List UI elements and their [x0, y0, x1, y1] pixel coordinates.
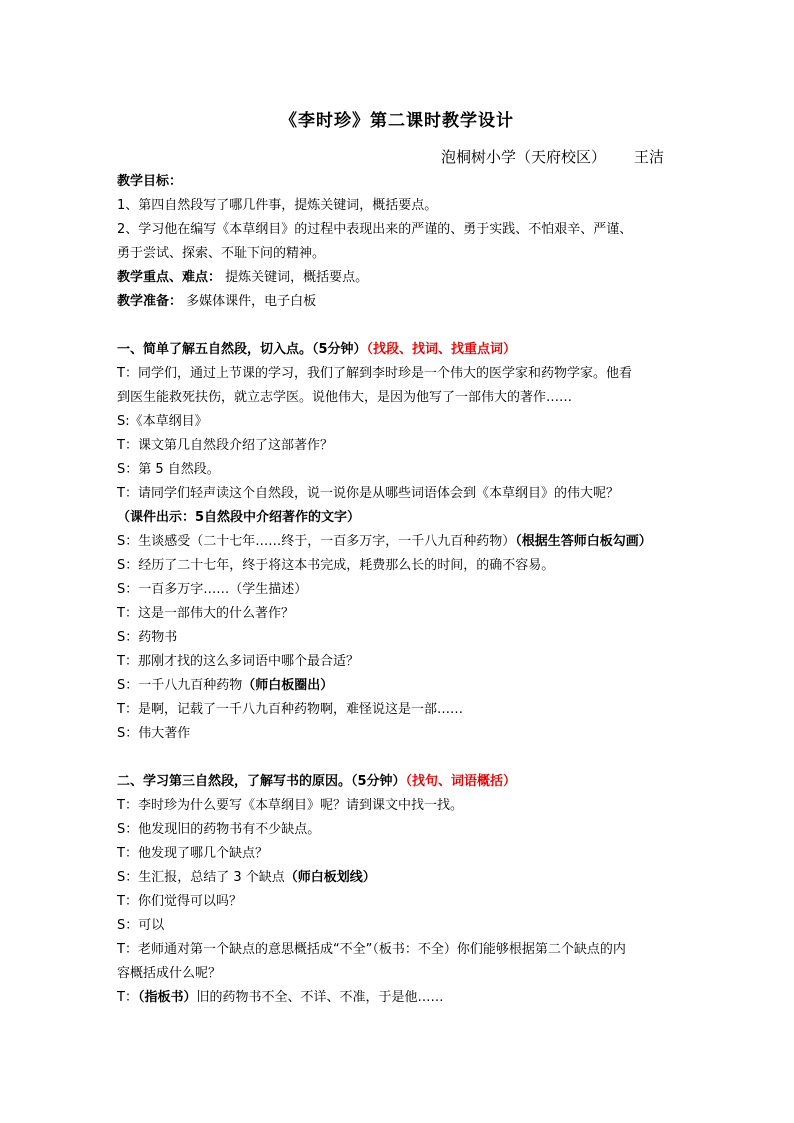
dialogue-line: T：课文第几自然段介绍了这部著作？	[117, 438, 333, 453]
dialogue-line: S：第 5 自然段。	[117, 462, 220, 477]
section-tag: （找段、找词、找重点词）	[366, 342, 517, 357]
teacher-action: （师白板划线）	[284, 870, 376, 885]
dialogue-line: 到医生能救死扶伤，就立志学医。说他伟大，是因为他写了一部伟大的著作……	[117, 390, 573, 405]
section-1-heading	[117, 338, 687, 362]
dialogue-text: S：一千八九百种药物	[117, 678, 243, 693]
dialogue-line: S：可以	[117, 918, 165, 933]
page-title: 《李时珍》第二课时教学设计	[280, 111, 514, 131]
goal-2-line-1: 2、学习他在编写《本草纲目》的过程中表现出来的严谨的、勇于实践、不怕艰辛、严谨、	[117, 222, 633, 237]
dialogue-line: T：请同学们轻声读这个自然段，说一说你是从哪些词语体会到《本草纲目》的伟大呢？	[117, 486, 619, 501]
dialogue-line: T：他发现了哪几个缺点？	[117, 846, 268, 861]
dialogue-line: S：伟大著作	[117, 726, 191, 741]
dialogue-line: T：李时珍为什么要写《本草纲目》呢？请到课文中找一找。	[117, 798, 463, 813]
prep-text: 多媒体课件，电子白板	[186, 294, 317, 309]
dialogue-line: T：老师通对第一个缺点的意思概括成“不全”（板书：不全）你们能够根据第二个缺点的内	[117, 942, 626, 957]
goal-2-line-2: 勇于尝试、探索、不耻下问的精神。	[117, 246, 326, 261]
courseware-note: （课件出示：5自然段中介绍著作的文字）	[117, 510, 361, 525]
dialogue-line: T：同学们，通过上节课的学习，我们了解到李时珍是一个伟大的医学家和药物学家。他看	[117, 366, 632, 381]
dialogue-line: T：那刚才找的这么多词语中哪个最合适？	[117, 654, 359, 669]
dialogue-line: T：这是一部伟大的什么著作？	[117, 606, 294, 621]
teacher-name: 王洁	[633, 148, 664, 166]
dialogue-line: S：药物书	[117, 630, 178, 645]
teacher-action: （根据生答师白板勾画）	[515, 534, 652, 549]
dialogue-line: T：是啊，记载了一千八九百种药物啊，难怪说这是一部……	[117, 702, 463, 717]
dialogue-text: S：生汇报，总结了 3 个缺点	[117, 870, 285, 885]
author-line	[441, 146, 664, 167]
key-points	[117, 266, 687, 290]
preparation	[117, 290, 687, 314]
section-tag: （找句、词语概括）	[405, 774, 517, 789]
dialogue-text: 旧的药物书不全、不详、不准，于是他……	[196, 990, 444, 1005]
dialogue-line	[117, 674, 687, 698]
teacher-action: （指板书）	[137, 990, 197, 1005]
dialogue-line	[117, 530, 687, 554]
prep-label: 教学准备：	[117, 294, 183, 309]
dialogue-text: S：生谈感受（二十七年……终于，一百多万字，一千八九百种药物）	[117, 534, 516, 549]
dialogue-line: S：经历了二十七年，终于将这本书完成，耗费那么长的时间，的确不容易。	[117, 558, 555, 573]
dialogue-line: S：他发现旧的药物书有不少缺点。	[117, 822, 321, 837]
school-name: 泡桐树小学（天府校区）	[440, 148, 606, 166]
dialogue-line: S：一百多万字……（学生描述）	[117, 582, 308, 597]
key-label: 教学重点、难点：	[117, 270, 222, 285]
dialogue-line	[117, 866, 687, 890]
goals-label: 教学目标：	[117, 174, 183, 189]
section-heading: 一、简单了解五自然段，切入点。（5分钟）	[117, 342, 367, 357]
key-text: 提炼关键词，概括要点。	[225, 270, 369, 285]
dialogue-line: S:《本草纲目》	[117, 414, 208, 429]
goal-1: 1、第四自然段写了哪几件事，提炼关键词，概括要点。	[117, 198, 438, 213]
dialogue-line	[117, 986, 687, 1010]
dialogue-line: T：你们觉得可以吗？	[117, 894, 242, 909]
dialogue-line: 容概括成什么呢？	[117, 966, 222, 981]
speaker: T：	[117, 990, 138, 1005]
section-heading: 二、学习第三自然段，了解写书的原因。（5分钟）	[117, 774, 406, 789]
document-body	[117, 170, 687, 1010]
section-2-heading	[117, 770, 687, 794]
teacher-action: （师白板圈出）	[242, 678, 334, 693]
